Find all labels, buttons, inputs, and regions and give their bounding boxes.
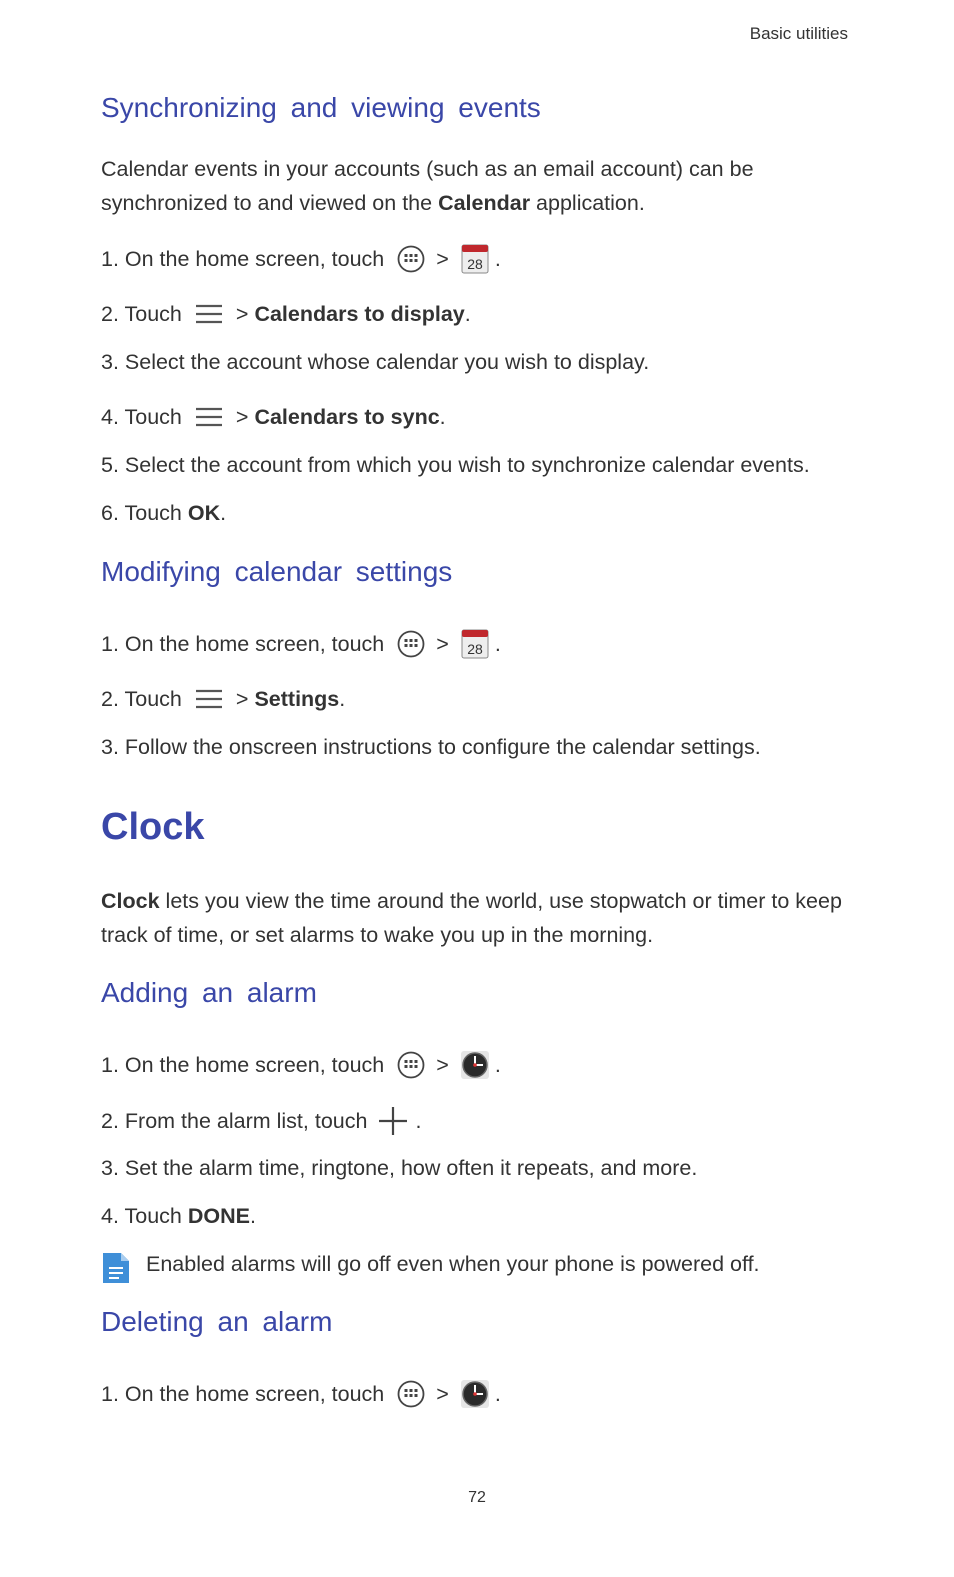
sync-step-2 — [101, 299, 471, 329]
step-bold: Calendars to display — [254, 302, 465, 326]
calendar-icon — [459, 628, 491, 660]
step-text: 2. Touch — [101, 687, 182, 711]
step-end: . — [464, 302, 471, 326]
step-text: 1. On the home screen, touch — [101, 247, 385, 271]
note-icon — [101, 1251, 131, 1285]
step-separator: > — [436, 632, 449, 656]
clock-intro-bold: Clock — [101, 889, 160, 913]
delete-alarm-step-1 — [101, 1378, 501, 1410]
heading-modify-settings: Modifying calendar settings — [101, 556, 453, 587]
sync-step-4 — [101, 402, 446, 432]
calendar-icon-day: 28 — [467, 641, 483, 657]
step-separator: > — [436, 247, 449, 271]
add-alarm-step-3 — [101, 1153, 697, 1183]
apps-icon — [396, 629, 426, 659]
step-text: 2. From the alarm list, touch — [101, 1109, 368, 1133]
step-end: . — [494, 1053, 501, 1077]
apps-icon — [396, 1379, 426, 1409]
sync-step-1 — [101, 243, 501, 275]
sync-step-3 — [101, 347, 649, 377]
sync-step-5 — [101, 450, 810, 480]
clock-icon — [459, 1378, 491, 1410]
sync-intro — [101, 152, 861, 220]
step-text: 2. Touch — [101, 302, 182, 326]
step-separator: > — [235, 687, 249, 711]
step-separator: > — [235, 405, 249, 429]
heading-clock: Clock — [101, 806, 205, 848]
step-end: . — [494, 632, 501, 656]
page-number: 72 — [468, 1489, 486, 1506]
step-separator: > — [436, 1382, 449, 1406]
step-bold: Settings — [254, 687, 340, 711]
apps-icon — [396, 1050, 426, 1080]
step-text: 1. On the home screen, touch — [101, 632, 385, 656]
heading-sync-events: Synchronizing and viewing events — [101, 92, 541, 123]
step-bold: OK — [187, 501, 221, 525]
step-separator: > — [235, 302, 249, 326]
menu-icon — [194, 405, 224, 429]
step-bold: Calendars to sync — [254, 405, 440, 429]
add-alarm-step-1 — [101, 1049, 501, 1081]
step-end: . — [494, 247, 501, 271]
heading-delete-alarm: Deleting an alarm — [101, 1306, 333, 1337]
step-text: 5. Select the account from which you wish to synchronize calendar events. — [101, 453, 810, 477]
plus-icon — [377, 1105, 409, 1137]
step-end: . — [250, 1204, 256, 1228]
heading-add-alarm: Adding an alarm — [101, 977, 317, 1008]
menu-icon — [194, 302, 224, 326]
step-text: 3. Set the alarm time, ringtone, how often it repeats, and more. — [101, 1156, 698, 1180]
calendar-icon-day: 28 — [467, 256, 483, 272]
sync-intro-b: application. — [530, 191, 645, 215]
section-header: Basic utilities — [749, 24, 848, 43]
step-text: 1. On the home screen, touch — [101, 1053, 385, 1077]
apps-icon — [396, 244, 426, 274]
calendar-icon — [459, 243, 491, 275]
clock-intro-rest: lets you view the time around the world, use stopwatch or timer to keep track of time, or set alarms to wake you up in the morning. — [101, 889, 842, 947]
note-text: Enabled alarms will go off even when your phone is powered off. — [146, 1252, 760, 1276]
menu-icon — [194, 687, 224, 711]
step-bold: DONE — [187, 1204, 251, 1228]
step-text: 1. On the home screen, touch — [101, 1382, 385, 1406]
modify-step-3 — [101, 732, 761, 762]
add-alarm-step-2 — [101, 1105, 421, 1137]
step-end: . — [494, 1382, 501, 1406]
sync-step-6 — [101, 498, 226, 528]
step-end: . — [439, 405, 446, 429]
clock-icon — [459, 1049, 491, 1081]
modify-step-2 — [101, 684, 345, 714]
modify-step-1 — [101, 628, 501, 660]
add-alarm-step-4 — [101, 1201, 256, 1231]
sync-intro-a: Calendar events in your accounts (such as an email account) can be synchronized to and viewed on the — [101, 157, 754, 215]
sync-intro-bold: Calendar — [438, 191, 531, 215]
step-end: . — [220, 501, 227, 525]
step-text: 4. Touch — [101, 1204, 182, 1228]
step-text: 4. Touch — [101, 405, 182, 429]
clock-intro — [101, 884, 861, 952]
step-end: . — [339, 687, 346, 711]
step-end: . — [415, 1109, 422, 1133]
step-separator: > — [436, 1053, 449, 1077]
step-text: 6. Touch — [101, 501, 182, 525]
step-text: 3. Select the account whose calendar you wish to display. — [101, 350, 650, 374]
step-text: 3. Follow the onscreen instructions to configure the calendar settings. — [101, 735, 761, 759]
